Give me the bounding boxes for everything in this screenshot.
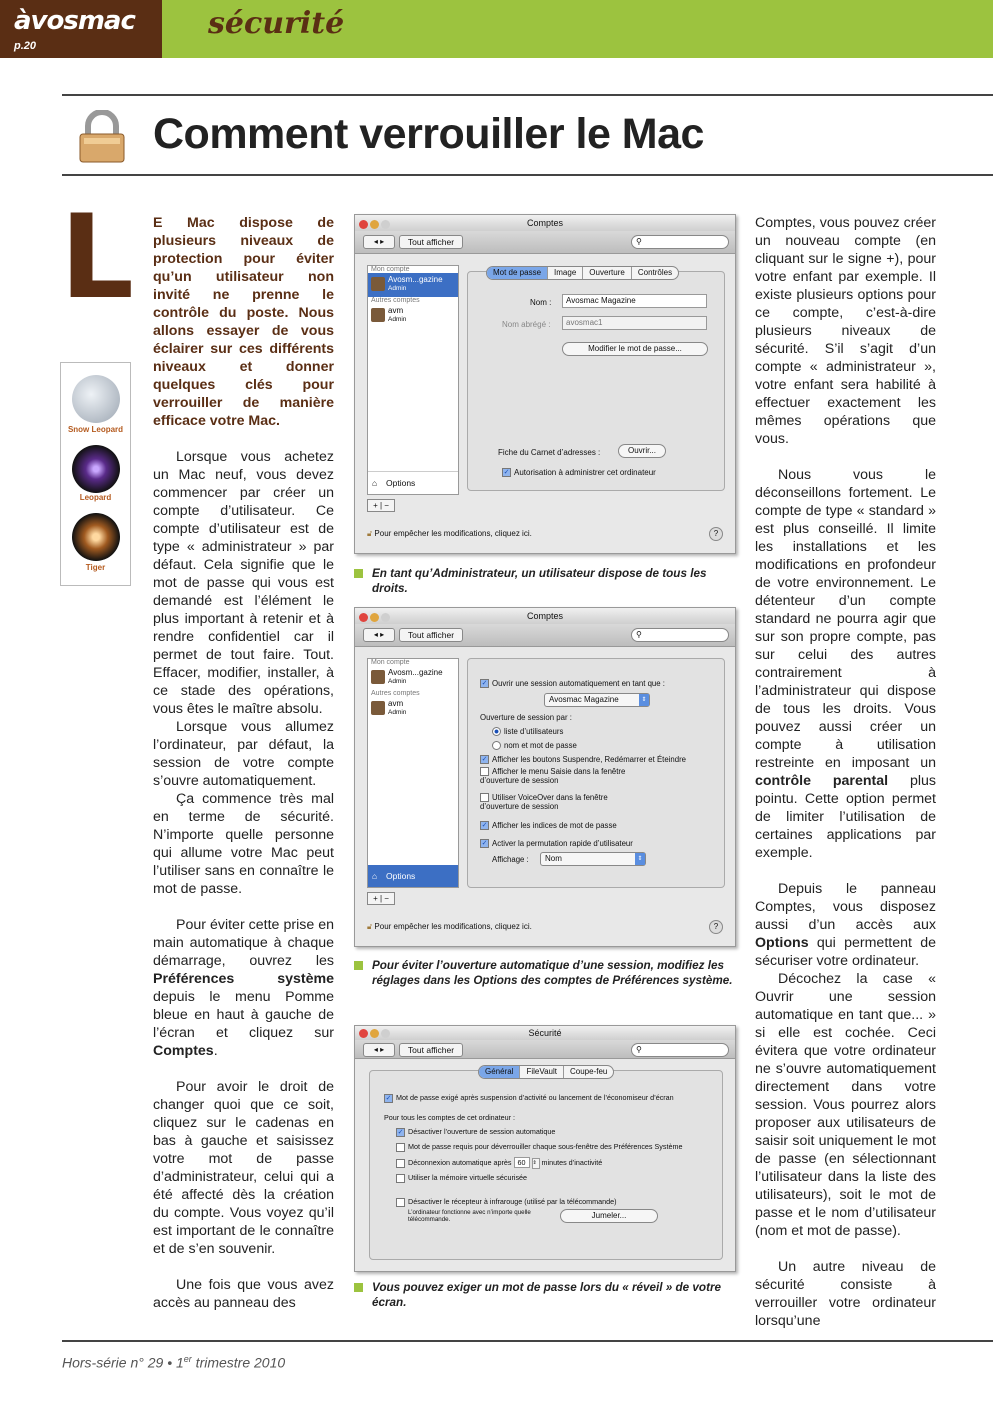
checkbox-icon[interactable] bbox=[396, 1159, 405, 1168]
tab-general[interactable]: Général bbox=[479, 1066, 520, 1078]
tab-login[interactable]: Ouverture bbox=[583, 267, 632, 279]
account-name: Avosm...gazine bbox=[388, 275, 443, 284]
login-by-label: Ouverture de session par : bbox=[480, 713, 572, 722]
section-label: Autres comptes bbox=[371, 297, 420, 304]
options-row[interactable] bbox=[368, 471, 458, 494]
option-label: Désactiver le récepteur à infrarouge (utilisé par la télécommande) bbox=[408, 1197, 617, 1206]
help-button[interactable]: ? bbox=[709, 527, 723, 541]
option-disable-ir[interactable] bbox=[396, 1197, 617, 1207]
option-label: Afficher les boutons Suspendre, Redémarrer et Éteindre bbox=[492, 755, 687, 764]
window-titlebar bbox=[355, 215, 735, 231]
options-label: Options bbox=[386, 478, 416, 488]
auto-login-row[interactable] bbox=[480, 679, 665, 688]
radio-label: nom et mot de passe bbox=[504, 741, 577, 750]
option-label: minutes d’inactivité bbox=[541, 1158, 603, 1167]
os-label: Leopard bbox=[79, 493, 112, 502]
window-toolbar bbox=[355, 231, 735, 254]
leopard-logo bbox=[72, 445, 120, 493]
os-label: Tiger bbox=[85, 563, 106, 572]
lock-bar[interactable] bbox=[367, 922, 532, 932]
caption bbox=[354, 566, 734, 596]
house-icon: ⌂ bbox=[372, 871, 378, 881]
caption bbox=[354, 1280, 734, 1310]
caption-text: Pour éviter l’ouverture automatique d’une session, modifiez les réglages dans les Options des comptes de Préférences système. bbox=[372, 959, 733, 987]
address-card-label: Fiche du Carnet d’adresses : bbox=[498, 448, 601, 457]
section-label: Mon compte bbox=[371, 659, 410, 666]
avatar bbox=[371, 670, 385, 684]
divider-title bbox=[62, 174, 993, 176]
checkbox-checked-icon[interactable]: ✓ bbox=[481, 840, 488, 848]
options-pane bbox=[467, 658, 725, 888]
auto-user-value: Avosmac Magazine bbox=[549, 695, 619, 704]
lead-paragraph: E Mac dispose de plusieurs niveaux de protection pour éviter qu’un utilisateur non invité ne prenne le contrôle du poste. Nous allons essayer de vous éclairer sur ces différents niveaux et donner quelques clés pour verrouiller de manière efficace votre Mac. bbox=[153, 215, 334, 429]
search-icon: ⚲ bbox=[636, 630, 642, 639]
checkbox-icon[interactable] bbox=[480, 767, 489, 776]
option-unlock-prefs[interactable] bbox=[396, 1142, 682, 1152]
nav-arrows-icon[interactable]: ◂ ▸ bbox=[363, 1043, 395, 1057]
all-accounts-label: Pour tous les comptes de cet ordinateur : bbox=[384, 1113, 516, 1122]
option-fast-user-switching[interactable] bbox=[480, 839, 633, 848]
option-label: Afficher les indices de mot de passe bbox=[492, 821, 617, 830]
display-label: Affichage : bbox=[492, 855, 529, 864]
paragraph: Décochez la case « Ouvrir une session automatique en tant que... » si elle est cochée. Ceci évitera que votre ordinateur ne s’ouvre automatiquement directement dans votre session. Vous pourrez alors proposer aux utilisateurs de saisir soit uniquement le mot de passe (en sélectionnant l’utilisateur dans la liste des utilisateurs), soit le mot de passe et le nom d’utilisateur (nom et mot de passe). bbox=[755, 971, 936, 1239]
tiger-logo bbox=[72, 513, 120, 561]
option-disable-auto-login[interactable] bbox=[396, 1127, 555, 1137]
paragraph: Pour avoir le droit de changer quoi que ce soit, cliquez sur le cadenas en bas à gauche et saisissez votre mot de passe d’administrateur, celui qui a été affecté dès la création du compte. Vous voyez qu’il est important de le connaître et de s’en souvenir. bbox=[153, 1079, 334, 1257]
checkbox-checked-icon[interactable]: ✓ bbox=[481, 822, 488, 830]
security-pane bbox=[369, 1067, 723, 1260]
paragraph: Une fois que vous avez accès au panneau des bbox=[153, 1277, 334, 1311]
radio-label: liste d’utilisateurs bbox=[504, 727, 564, 736]
tab-bar bbox=[486, 266, 679, 280]
checkbox-icon[interactable] bbox=[396, 1174, 405, 1183]
option-shutdown-buttons[interactable] bbox=[480, 755, 686, 764]
option-label: Mot de passe exigé après suspension d’activité ou lancement de l’économiseur d’écran bbox=[396, 1093, 674, 1102]
account-name: avm bbox=[388, 699, 404, 708]
checkbox-icon[interactable] bbox=[396, 1198, 405, 1207]
screenshot-accounts-options bbox=[354, 607, 736, 947]
account-row-main[interactable] bbox=[368, 666, 458, 690]
tab-filevault[interactable]: FileVault bbox=[520, 1066, 564, 1078]
paragraph: Depuis le panneau Comptes, vous disposez aussi d’un accès aux Options qui permettent de sécuriser votre ordinateur. bbox=[755, 881, 936, 969]
admin-checkbox-label: Autorisation à administrer cet ordinateur bbox=[514, 468, 656, 477]
option-require-password[interactable] bbox=[384, 1093, 674, 1103]
lock-text: Pour empêcher les modifications, cliquez ici. bbox=[374, 529, 532, 538]
search-icon: ⚲ bbox=[636, 1045, 642, 1054]
footer-sup: er bbox=[183, 1354, 192, 1364]
radio-user-list[interactable] bbox=[492, 727, 563, 736]
checkbox-checked-icon[interactable]: ✓ bbox=[481, 680, 488, 688]
option-label: Utiliser VoiceOver dans la fenêtre d’ouverture de session bbox=[480, 793, 608, 812]
brand-logo: àvosmac bbox=[14, 6, 135, 36]
divider-bottom bbox=[62, 1340, 993, 1342]
checkbox-checked-icon[interactable]: ✓ bbox=[481, 756, 488, 764]
logout-minutes-field[interactable]: 60 bbox=[514, 1157, 530, 1168]
checkbox-icon[interactable] bbox=[396, 1143, 405, 1152]
tab-controls[interactable]: Contrôles bbox=[637, 268, 673, 277]
nav-arrows-icon[interactable]: ◂ ▸ bbox=[363, 628, 395, 642]
paragraph: Lorsque vous allumez l’ordinateur, par défaut, la session de votre compte s’ouvre automatiquement. bbox=[153, 719, 334, 789]
column-left bbox=[153, 214, 334, 1312]
window-toolbar bbox=[355, 624, 735, 647]
section-label: Mon compte bbox=[371, 266, 410, 273]
caption bbox=[354, 958, 734, 988]
caption-bullet-icon bbox=[354, 961, 363, 970]
option-auto-logout[interactable] bbox=[396, 1157, 602, 1169]
padlock-open-icon: 🔓︎ bbox=[367, 922, 373, 931]
column-right bbox=[755, 214, 936, 1330]
window-title: Sécurité bbox=[528, 1028, 562, 1038]
nav-arrows-icon[interactable]: ◂ ▸ bbox=[363, 235, 395, 249]
tab-firewall[interactable]: Coupe-feu bbox=[570, 1067, 608, 1076]
short-name-field: avosmac1 bbox=[562, 316, 707, 330]
paragraph: Comptes, vous pouvez créer un nouveau compte (en cliquant sur le signe +), pour votre enfant par exemple. Il existe plusieurs options pour ce compte, c’est-à-dire plusieurs niveaux de sécurité. S’il s’agit d’un compte « administrateur », votre enfant sera habilité à effectuer exactement les mêmes opérations que vous. bbox=[755, 215, 936, 447]
name-label: Nom : bbox=[530, 298, 552, 307]
option-label: Afficher le menu Saisie dans la fenêtre d’ouverture de session bbox=[480, 767, 626, 786]
option-input-menu[interactable] bbox=[480, 767, 640, 785]
paragraph: Ça commence très mal en terme de sécurité. N’importe quelle personne qui allume votre Mac peut l’utiliser sans en connaître le mot de passe. bbox=[153, 791, 334, 897]
option-password-hints[interactable] bbox=[480, 821, 617, 830]
issue-footer bbox=[62, 1354, 285, 1371]
window-titlebar bbox=[355, 1026, 735, 1040]
popup-arrows-icon: ⇕ bbox=[639, 694, 649, 706]
rubric-title: sécurité bbox=[208, 6, 345, 41]
add-remove-buttons[interactable]: + | − bbox=[367, 499, 395, 512]
radio-icon[interactable] bbox=[492, 741, 501, 750]
section-label: Autres comptes bbox=[371, 690, 420, 697]
window-toolbar bbox=[355, 1040, 735, 1059]
help-button[interactable]: ? bbox=[709, 920, 723, 934]
option-label: Activer la permutation rapide d’utilisateur bbox=[492, 839, 633, 848]
avatar bbox=[371, 308, 385, 322]
display-value: Nom bbox=[545, 854, 562, 863]
option-secure-vm[interactable] bbox=[396, 1173, 527, 1183]
avatar bbox=[371, 277, 385, 291]
paragraph: Nous vous le déconseillons fortement. Le compte de type « standard » est plus conseillé. Il limite les installations et les modifications en profondeur de votre environnement. Le détenteur d’un compte standard ne pourra agir que sur son propre compte, pas sur celui des autres contrairement à l’administrateur qui dispose de tous les droits. Vous pouvez aussi créer un compte à utilisation restreinte en imposant un contrôle parental plus pointu. Cette option permet de limiter l’utilisation de certaines applications par exemple. bbox=[755, 467, 936, 861]
checkbox-icon[interactable] bbox=[480, 793, 489, 802]
open-button[interactable]: Ouvrir... bbox=[618, 444, 666, 458]
search-field[interactable] bbox=[631, 628, 729, 642]
account-role: Admin bbox=[388, 285, 407, 292]
article-title: Comment verrouiller le Mac bbox=[153, 110, 704, 158]
option-label: Déconnexion automatique après bbox=[408, 1158, 512, 1167]
padlock-open-icon: 🔓︎ bbox=[367, 529, 373, 538]
account-role: Admin bbox=[388, 709, 407, 716]
admin-checkbox-row[interactable] bbox=[502, 468, 656, 477]
checkbox-checked-icon[interactable]: ✓ bbox=[397, 1128, 404, 1136]
account-row-other[interactable] bbox=[368, 304, 458, 328]
add-remove-buttons[interactable]: + | − bbox=[367, 892, 395, 905]
options-row-selected[interactable] bbox=[368, 865, 458, 887]
window-titlebar bbox=[355, 608, 735, 624]
account-row-main[interactable] bbox=[368, 273, 458, 297]
search-field[interactable] bbox=[631, 1043, 729, 1057]
search-icon: ⚲ bbox=[636, 237, 642, 246]
account-name: avm bbox=[388, 306, 404, 315]
account-role: Admin bbox=[388, 316, 407, 323]
page-number: p.20 bbox=[14, 40, 37, 52]
auto-user-select[interactable] bbox=[544, 693, 650, 707]
option-voiceover[interactable] bbox=[480, 793, 640, 811]
stepper-icon[interactable]: ⇕ bbox=[532, 1158, 540, 1169]
accounts-list bbox=[367, 658, 459, 888]
option-label: Utiliser la mémoire virtuelle sécurisée bbox=[408, 1173, 528, 1182]
footer-issue: Hors-série n° 29 • 1 bbox=[62, 1354, 184, 1371]
caption-bullet-icon bbox=[354, 569, 363, 578]
window-title: Comptes bbox=[526, 218, 563, 228]
popup-arrows-icon: ⇕ bbox=[635, 853, 645, 865]
ir-note: L’ordinateur fonctionne avec n’importe quelle télécommande. bbox=[408, 1209, 531, 1223]
tab-picture[interactable]: Image bbox=[548, 267, 583, 279]
change-password-button[interactable]: Modifier le mot de passe... bbox=[562, 342, 708, 356]
caption-bullet-icon bbox=[354, 1283, 363, 1292]
caption-text: En tant qu’Administrateur, un utilisateur dispose de tous les droits. bbox=[372, 567, 707, 595]
option-label: Désactiver l’ouverture de session automatique bbox=[408, 1127, 556, 1136]
options-label: Options bbox=[386, 871, 416, 881]
drop-cap: L bbox=[60, 190, 134, 325]
caption-text: Vous pouvez exiger un mot de passe lors du « réveil » de votre écran. bbox=[372, 1281, 722, 1309]
checkbox-checked-icon[interactable]: ✓ bbox=[503, 469, 510, 477]
os-badges bbox=[60, 362, 131, 586]
window-title: Comptes bbox=[526, 611, 563, 621]
radio-name-password[interactable] bbox=[492, 741, 577, 750]
padlock-icon bbox=[76, 110, 128, 164]
radio-selected-icon[interactable] bbox=[492, 727, 501, 736]
account-row-other[interactable] bbox=[368, 697, 458, 721]
account-pane bbox=[467, 268, 725, 491]
paragraph: Lorsque vous achetez un Mac neuf, vous devez commencer par créer un compte d’utilisateur. Ce compte d’utilisateur est de type « administrateur » par défaut. Cela signifie que le mot de passe qui vous est demandé est l’élément le plus important à retenir et à rendre confidentiel car il permet de tout faire. Tout. Effacer, modifier, installer, à ce stade des opérations, vous êtes le maître absolu. bbox=[153, 449, 334, 717]
footer-period: trimestre 2010 bbox=[191, 1354, 286, 1371]
house-icon: ⌂ bbox=[372, 478, 378, 488]
screenshot-accounts bbox=[354, 214, 736, 554]
lock-text: Pour empêcher les modifications, cliquez ici. bbox=[374, 922, 532, 931]
tab-password[interactable]: Mot de passe bbox=[487, 267, 548, 279]
checkbox-checked-icon[interactable]: ✓ bbox=[385, 1094, 392, 1102]
divider-top bbox=[62, 94, 993, 96]
tab-bar bbox=[478, 1065, 614, 1079]
accounts-list bbox=[367, 265, 459, 495]
paragraph: Pour éviter cette prise en main automatique à chaque démarrage, ouvrez les Préférences système depuis le menu Pomme bleue en haut à gauche de l’écran et cliquez sur Comptes. bbox=[153, 917, 334, 1059]
auto-login-label: Ouvrir une session automatiquement en tant que : bbox=[492, 679, 665, 688]
show-all-button[interactable]: Tout afficher bbox=[399, 1043, 463, 1057]
search-field[interactable] bbox=[631, 235, 729, 249]
short-name-label: Nom abrégé : bbox=[502, 320, 551, 329]
paragraph: Un autre niveau de sécurité consiste à verrouiller votre ordinateur lorsqu’une bbox=[755, 1259, 936, 1329]
pair-button[interactable]: Jumeler... bbox=[560, 1209, 658, 1223]
snow-leopard-logo bbox=[72, 375, 120, 423]
show-all-button[interactable]: Tout afficher bbox=[399, 235, 463, 249]
option-label: Mot de passe requis pour déverrouiller chaque sous-fenêtre des Préférences Système bbox=[408, 1142, 683, 1151]
account-role: Admin bbox=[388, 678, 407, 685]
display-select[interactable] bbox=[540, 852, 646, 866]
screenshot-security bbox=[354, 1025, 736, 1272]
os-label: Snow Leopard bbox=[67, 425, 124, 434]
name-field[interactable]: Avosmac Magazine bbox=[562, 294, 707, 308]
account-name: Avosm...gazine bbox=[388, 668, 443, 677]
lock-bar[interactable] bbox=[367, 529, 532, 539]
avatar bbox=[371, 701, 385, 715]
show-all-button[interactable]: Tout afficher bbox=[399, 628, 463, 642]
